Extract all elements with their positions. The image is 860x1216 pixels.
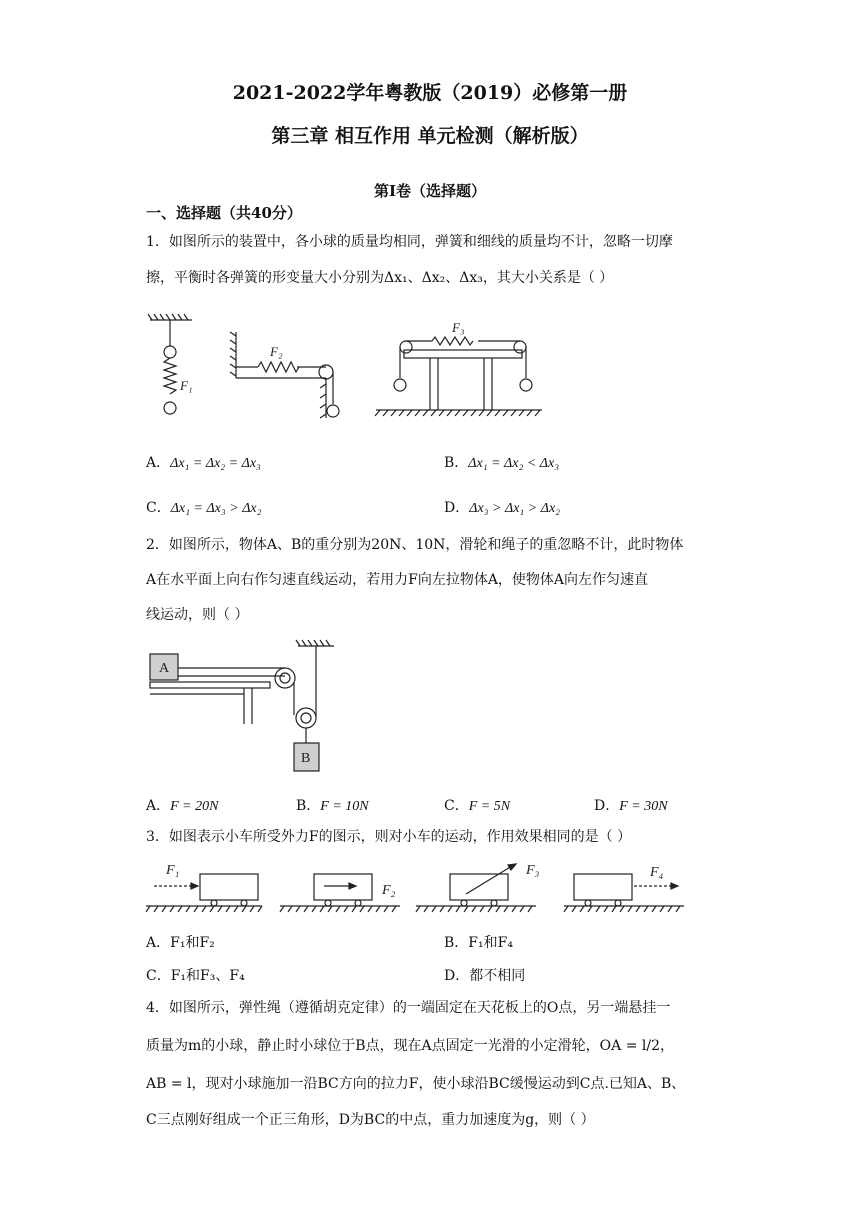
q2-option-a: [146, 795, 218, 815]
q2-option-b: [296, 795, 369, 815]
q3-option-c-label: C．: [146, 968, 171, 984]
q2-option-b-text: F = 10N: [320, 799, 369, 814]
q1-option-a-text: Δx₁ = Δx₂ = Δx₃: [170, 456, 261, 471]
q4-line2: 质量为m的小球，静止时小球位于B点，现在A点固定一光滑的小定滑轮，OA = l/2，: [146, 1038, 674, 1054]
q1-option-b: [444, 452, 559, 472]
section-title: 一、选择题（共40分）: [146, 204, 302, 222]
q3-option-a-text: F₁和F₂: [170, 935, 215, 951]
volume-title: 第Ⅰ卷（选择题）: [373, 182, 487, 200]
q2-label-b: B: [301, 751, 311, 766]
q2-line2: A在水平面上向右作匀速直线运动，若用力F向左拉物体A，使物体A向左作匀速直: [146, 572, 649, 588]
q1-option-c: [146, 497, 262, 517]
q1-label-f2: F₂: [270, 344, 283, 359]
q4-line1: 4．如图所示，弹性绳（遵循胡克定律）的一端固定在天花板上的O点，另一端悬挂一: [146, 1000, 671, 1016]
q1-option-c-text: Δx₁ = Δx₃ > Δx₂: [170, 501, 262, 516]
q3-option-b: [444, 932, 513, 952]
q3-option-b-label: B．: [444, 935, 469, 951]
q2-option-d: [594, 795, 668, 815]
q3-option-c: [146, 965, 245, 985]
q1-option-d-label: D．: [444, 500, 470, 516]
q2-figure-pulley: [148, 638, 348, 778]
q1-option-c-label: C．: [146, 500, 171, 516]
q2-option-a-label: A．: [146, 798, 171, 814]
q3-label-f2: F₂: [382, 883, 396, 898]
q2-line1: 2．如图所示，物体A、B的重分别为20N、10N，滑轮和绳子的重忽略不计，此时物体: [146, 537, 684, 553]
q1-label-f1: F₁: [180, 378, 193, 393]
q4-line3: AB = l，现对小球施加一沿BC方向的拉力F，使小球沿BC缓慢运动到C点.已知A、B、: [146, 1076, 686, 1092]
q1-figure-springs: [140, 312, 550, 427]
q3-option-d-text: 都不相同: [469, 968, 526, 984]
q2-line3: 线运动，则（ ）: [146, 607, 249, 623]
document-title-line2: 第三章 相互作用 单元检测（解析版）: [271, 125, 589, 147]
q2-option-c: [444, 795, 510, 815]
q1-option-a: [146, 452, 261, 472]
q3-option-b-text: F₁和F₄: [468, 935, 513, 951]
q2-option-d-text: F = 30N: [619, 799, 668, 814]
q3-line1: 3．如图表示小车所受外力F的图示，则对小车的运动，作用效果相同的是（ ）: [146, 829, 632, 845]
q1-option-a-label: A．: [146, 455, 171, 471]
q3-option-d: [444, 965, 525, 985]
q3-option-a-label: A．: [146, 935, 171, 951]
q3-label-f3: F₃: [526, 863, 540, 878]
q1-fig3: [375, 337, 542, 416]
q2-option-c-label: C．: [444, 798, 469, 814]
q3-option-c-text: F₁和F₃、F₄: [170, 968, 245, 984]
q3-option-a: [146, 932, 215, 952]
q1-line2: 擦，平衡时各弹簧的形变量大小分别为Δx₁、Δx₂、Δx₃，其大小关系是（ ）: [146, 270, 614, 286]
q2-option-c-text: F = 5N: [468, 799, 511, 814]
q2-option-b-label: B．: [296, 798, 321, 814]
q3-label-f4: F₄: [650, 865, 664, 880]
q3-figure-carts: [144, 854, 700, 918]
q1-option-b-text: Δx₁ = Δx₂ < Δx₃: [468, 456, 560, 471]
q2-label-a: A: [159, 661, 170, 676]
q1-label-f3: F₃: [452, 320, 465, 335]
q1-option-b-label: B．: [444, 455, 469, 471]
q1-line1: 1．如图所示的装置中，各小球的质量均相同，弹簧和细线的质量均不计，忽略一切摩: [146, 234, 673, 250]
q3-label-f1: F₁: [166, 863, 180, 878]
document-title-line1: 2021-2022学年粤教版（2019）必修第一册: [232, 82, 628, 104]
q1-fig1: [148, 314, 192, 414]
q1-fig2: [230, 332, 339, 418]
q4-line4: C三点刚好组成一个正三角形，D为BC的中点，重力加速度为g，则（ ）: [146, 1112, 595, 1128]
q2-option-a-text: F = 20N: [170, 799, 219, 814]
q1-option-d-text: Δx₃ > Δx₁ > Δx₂: [469, 501, 561, 516]
q3-option-d-label: D．: [444, 968, 470, 984]
q1-option-d: [444, 497, 560, 517]
q2-option-d-label: D．: [594, 798, 620, 814]
